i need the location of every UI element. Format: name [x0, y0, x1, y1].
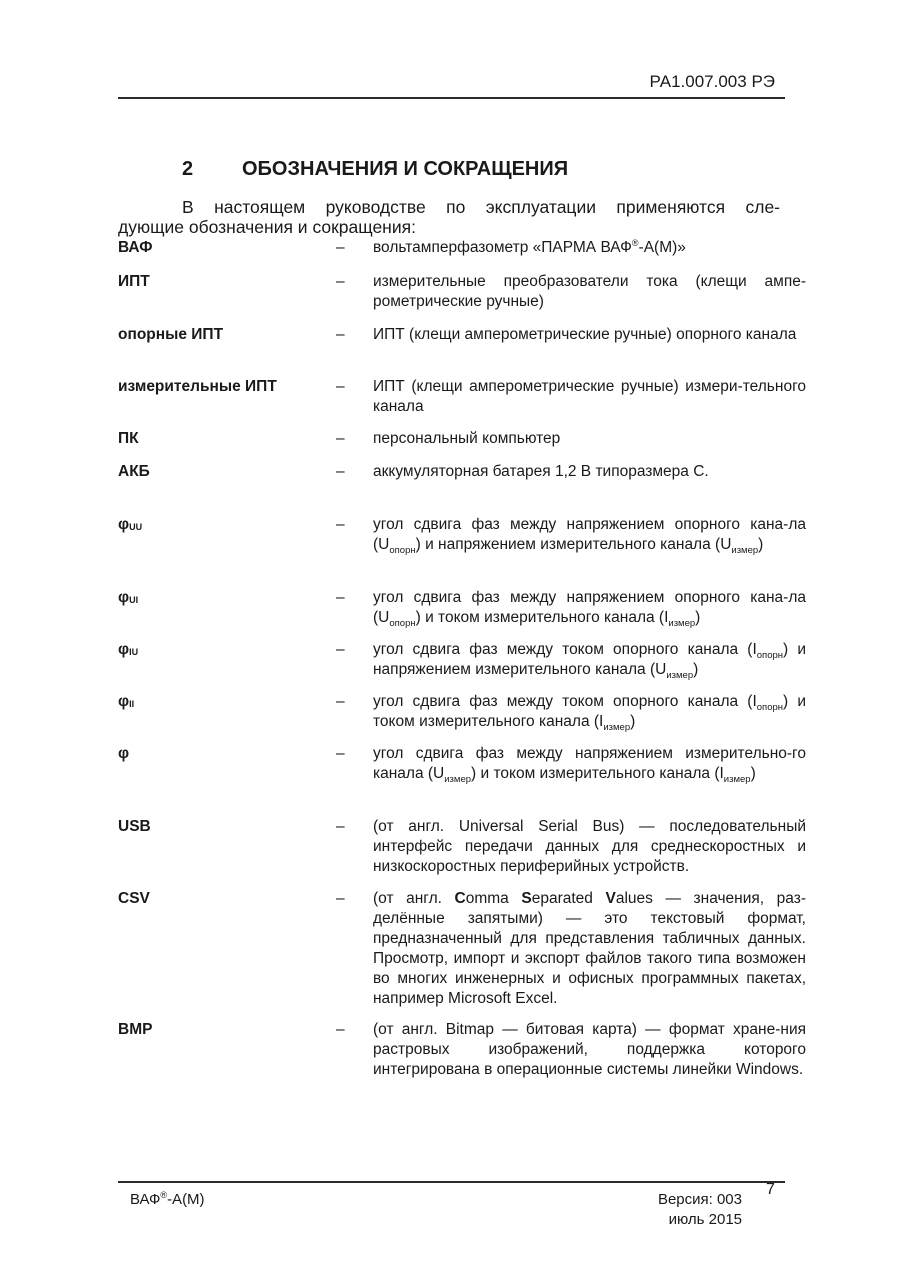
- def-subscript: опорн: [756, 650, 784, 662]
- document-code: РА1.007.003 РЭ: [649, 72, 775, 91]
- phi-subscript: IU: [129, 647, 139, 657]
- abbreviation-definition: аккумуляторная батарея 1,2 В типоразмера С.: [373, 463, 709, 480]
- abbreviation-term: CSV: [118, 890, 150, 907]
- abbreviation-definition: [373, 588, 806, 628]
- def-subscript: измер: [731, 545, 759, 557]
- registered-mark: ®: [631, 237, 639, 248]
- def-text: ) и током измерительного канала (I: [415, 609, 669, 626]
- def-text: угол сдвига фаз между напряжением опорного кана-ла (U: [373, 589, 806, 626]
- abbreviation-term: ИПТ: [118, 273, 150, 290]
- abbreviation-term: USB: [118, 818, 151, 835]
- def-text: ): [750, 765, 756, 782]
- phi-symbol: φ: [118, 641, 130, 658]
- abbreviation-term: ПК: [118, 430, 139, 447]
- intro-line-2: дующие обозначения и сокращения:: [118, 217, 416, 237]
- def-subscript: измер: [723, 774, 751, 786]
- dash: –: [336, 890, 345, 907]
- abbreviation-definition: [373, 515, 806, 555]
- abbreviation-definition: персональный компьютер: [373, 430, 561, 447]
- dash: –: [336, 1021, 345, 1038]
- abbreviation-definition: ИПТ (клещи амперометрические ручные) измери-тельного канала: [373, 378, 806, 415]
- phi-symbol: φ: [118, 693, 130, 710]
- def-text: ) и напряжением измерительного канала (U: [373, 641, 806, 678]
- abbreviation-term: измерительные ИПТ: [118, 378, 277, 395]
- def-text: угол сдвига фаз между напряжением опорного кана-ла (U: [373, 516, 806, 553]
- footer-divider: [118, 1181, 785, 1183]
- dash: –: [336, 463, 345, 480]
- dash: –: [336, 326, 345, 343]
- abbreviation-term: [118, 640, 328, 662]
- version-label: Версия: 003: [657, 1191, 742, 1208]
- def-text: eparated: [531, 890, 606, 907]
- footer-version-block: [620, 1190, 742, 1230]
- dash: –: [336, 589, 345, 606]
- def-text: ) и током измерительного канала (I: [471, 765, 724, 782]
- dash: –: [336, 818, 345, 835]
- intro-paragraph: [118, 197, 780, 237]
- def-text: ) и напряжением измерительного канала (U: [415, 536, 732, 553]
- def-text: угол сдвига фаз между напряжением измерительно-го канала (U: [373, 745, 806, 782]
- abbreviation-term: BMP: [118, 1021, 153, 1038]
- def-text: alues — значения, раз-делённые запятыми) — это текстовый формат, предназначенный для представления табличных данных. Просмотр, импорт и экспорт файлов такого типа возможен во многих инженерных и офисных программных пакетах, например Microsoft Excel.: [373, 890, 806, 1007]
- phi-subscript: II: [129, 699, 135, 709]
- def-subscript: опорн: [389, 618, 416, 630]
- def-text: угол сдвига фаз между током опорного канала (I: [373, 693, 757, 710]
- release-date: июль 2015: [668, 1211, 742, 1228]
- def-subscript: измер: [603, 722, 631, 734]
- def-subscript: измер: [668, 618, 696, 630]
- abbreviation-definition: [373, 744, 806, 784]
- phi-symbol: φ: [118, 589, 130, 606]
- product-text: -А(М): [167, 1191, 205, 1208]
- dash: –: [336, 378, 345, 395]
- abbreviation-definition: [373, 692, 806, 732]
- dash: –: [336, 745, 345, 762]
- abbreviation-term: [118, 588, 328, 610]
- def-text: omma: [465, 890, 522, 907]
- def-text: (от англ.: [373, 890, 455, 907]
- abbreviation-definition: (от англ. Bitmap — битовая карта) — формат хране-ния растровых изображений, поддержка которого интегрирована в операционные системы линейки Windows.: [373, 1021, 806, 1078]
- abbreviation-definition: ИПТ (клещи амперометрические ручные) опорного канала: [373, 326, 797, 343]
- abbreviation-term: АКБ: [118, 463, 150, 480]
- dash: –: [336, 641, 345, 658]
- def-subscript: опорн: [389, 545, 416, 557]
- abbreviation-definition: измерительные преобразователи тока (клещи ампе-рометрические ручные): [373, 273, 806, 310]
- def-text: -А(М)»: [638, 239, 686, 256]
- dash: –: [336, 273, 345, 290]
- dash: –: [336, 693, 345, 710]
- header-divider: [118, 97, 785, 99]
- abbreviation-definition: [373, 238, 806, 258]
- def-subscript: измер: [666, 670, 694, 682]
- def-text: ): [630, 713, 636, 730]
- abbreviation-definition: (от англ. Universal Serial Bus) — последовательный интерфейс передачи данных для среднескоростных и низкоскоростных периферийных устройств.: [373, 818, 806, 875]
- phi-subscript: UI: [129, 595, 139, 605]
- def-subscript: измер: [444, 774, 472, 786]
- abbreviation-definition: [373, 640, 806, 680]
- product-text: ВАФ: [130, 1191, 161, 1208]
- abbreviation-term: [118, 692, 328, 714]
- abbreviation-term: ВАФ: [118, 239, 153, 256]
- def-bold-letter: V: [605, 890, 616, 907]
- registered-mark: ®: [160, 1190, 168, 1200]
- abbreviation-term: [118, 515, 328, 537]
- def-bold-letter: C: [454, 890, 466, 907]
- dash: –: [336, 239, 345, 256]
- def-text: ): [693, 661, 699, 678]
- def-text: ): [695, 609, 701, 626]
- def-text: ) и током измерительного канала (I: [373, 693, 806, 730]
- abbreviation-term: опорные ИПТ: [118, 326, 224, 343]
- def-subscript: опорн: [756, 702, 784, 714]
- intro-line-1: В настоящем руководстве по эксплуатации применяются сле-: [182, 197, 780, 217]
- page-number: 7: [766, 1181, 775, 1198]
- section-title: ОБОЗНАЧЕНИЯ И СОКРАЩЕНИЯ: [242, 158, 569, 180]
- def-text: угол сдвига фаз между током опорного канала (I: [373, 641, 757, 658]
- dash: –: [336, 430, 345, 447]
- phi-symbol: φ: [118, 516, 130, 533]
- dash: –: [336, 516, 345, 533]
- footer-product-name: [130, 1190, 205, 1208]
- phi-subscript: UU: [129, 522, 143, 532]
- abbreviation-definition: [373, 889, 806, 1009]
- abbreviation-term: φ: [118, 745, 130, 762]
- def-text: вольтамперфазометр «ПАРМА ВАФ: [373, 239, 632, 256]
- def-bold-letter: S: [521, 890, 532, 907]
- def-text: ): [758, 536, 764, 553]
- section-number: 2: [182, 158, 194, 180]
- section-heading: [182, 158, 568, 181]
